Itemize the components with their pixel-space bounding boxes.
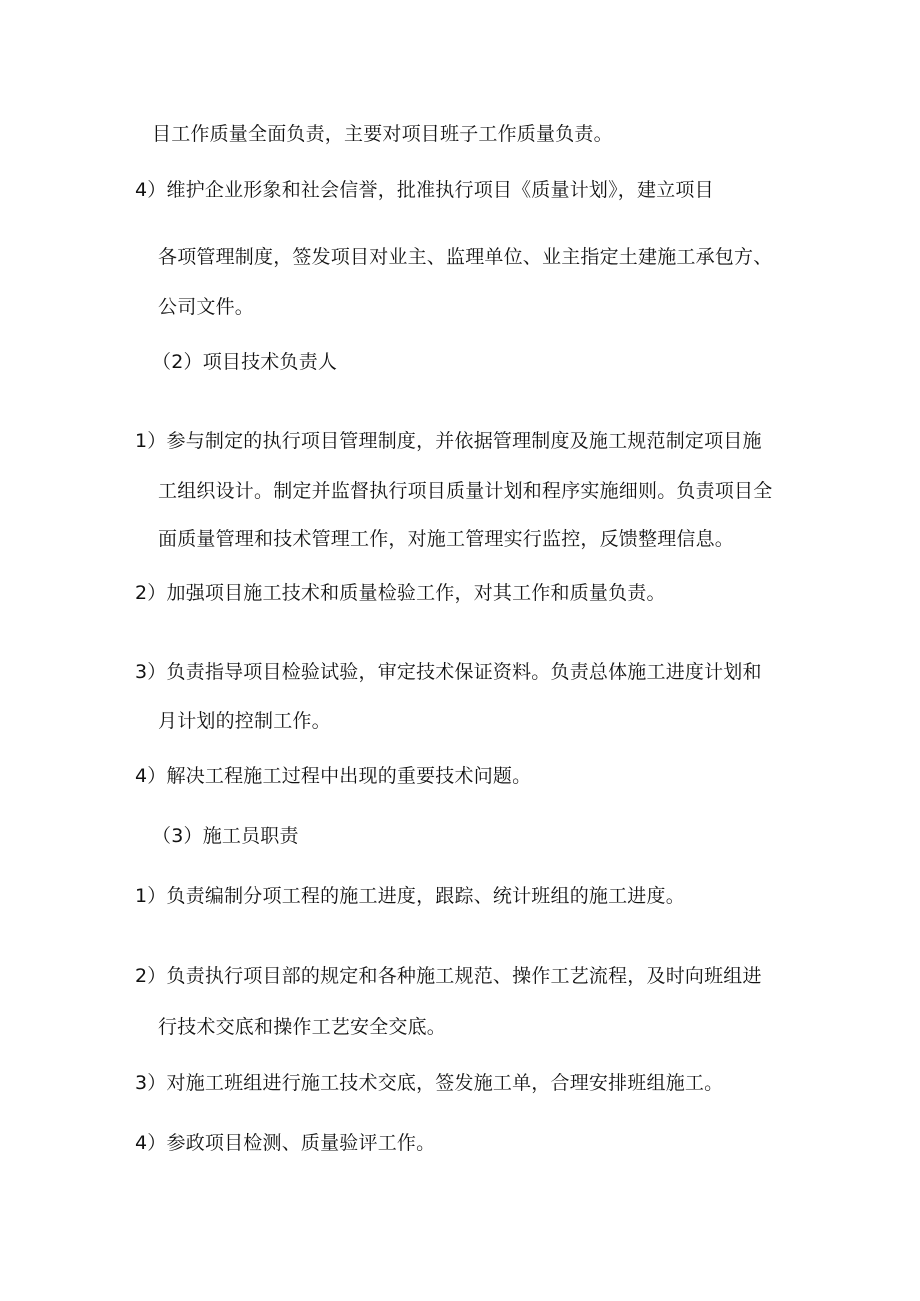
- list-item-line: 3）负责指导项目检验试验，审定技术保证资料。负责总体施工进度计划和: [135, 661, 762, 683]
- list-item-line: 1）负责编制分项工程的施工进度，跟踪、统计班组的施工进度。: [135, 885, 685, 907]
- list-item-line: 2）负责执行项目部的规定和各种施工规范、操作工艺流程，及时向班组进: [135, 965, 762, 987]
- section-heading: （3）施工员职责: [152, 825, 299, 847]
- paragraph-line: 面质量管理和技术管理工作，对施工管理实行监控，反馈整理信息。: [158, 528, 735, 550]
- paragraph-line: 公司文件。: [158, 296, 255, 318]
- paragraph-line: 月计划的控制工作。: [158, 710, 331, 732]
- list-item-line: 3）对施工班组进行施工技术交底，签发施工单，合理安排班组施工。: [135, 1072, 724, 1094]
- paragraph-line: 行技术交底和操作工艺安全交底。: [158, 1016, 447, 1038]
- section-heading: （2）项目技术负责人: [152, 351, 338, 373]
- list-item-line: 4）参政项目检测、质量验评工作。: [135, 1132, 436, 1154]
- list-item-line: 2）加强项目施工技术和质量检验工作，对其工作和质量负责。: [135, 582, 666, 604]
- list-item-line: 4）解决工程施工过程中出现的重要技术问题。: [135, 765, 532, 787]
- paragraph-line: 各项管理制度，签发项目对业主、监理单位、业主指定土建施工承包方、: [158, 246, 773, 268]
- list-item-line: 4）维护企业形象和社会信誉，批准执行项目《质量计划》，建立项目: [135, 179, 714, 201]
- list-item-line: 1）参与制定的执行项目管理制度，并依据管理制度及施工规范制定项目施: [135, 430, 762, 452]
- paragraph-line: 工组织设计。制定并监督执行项目质量计划和程序实施细则。负责项目全: [158, 480, 773, 502]
- paragraph-line: 目工作质量全面负责，主要对项目班子工作质量负责。: [152, 123, 613, 145]
